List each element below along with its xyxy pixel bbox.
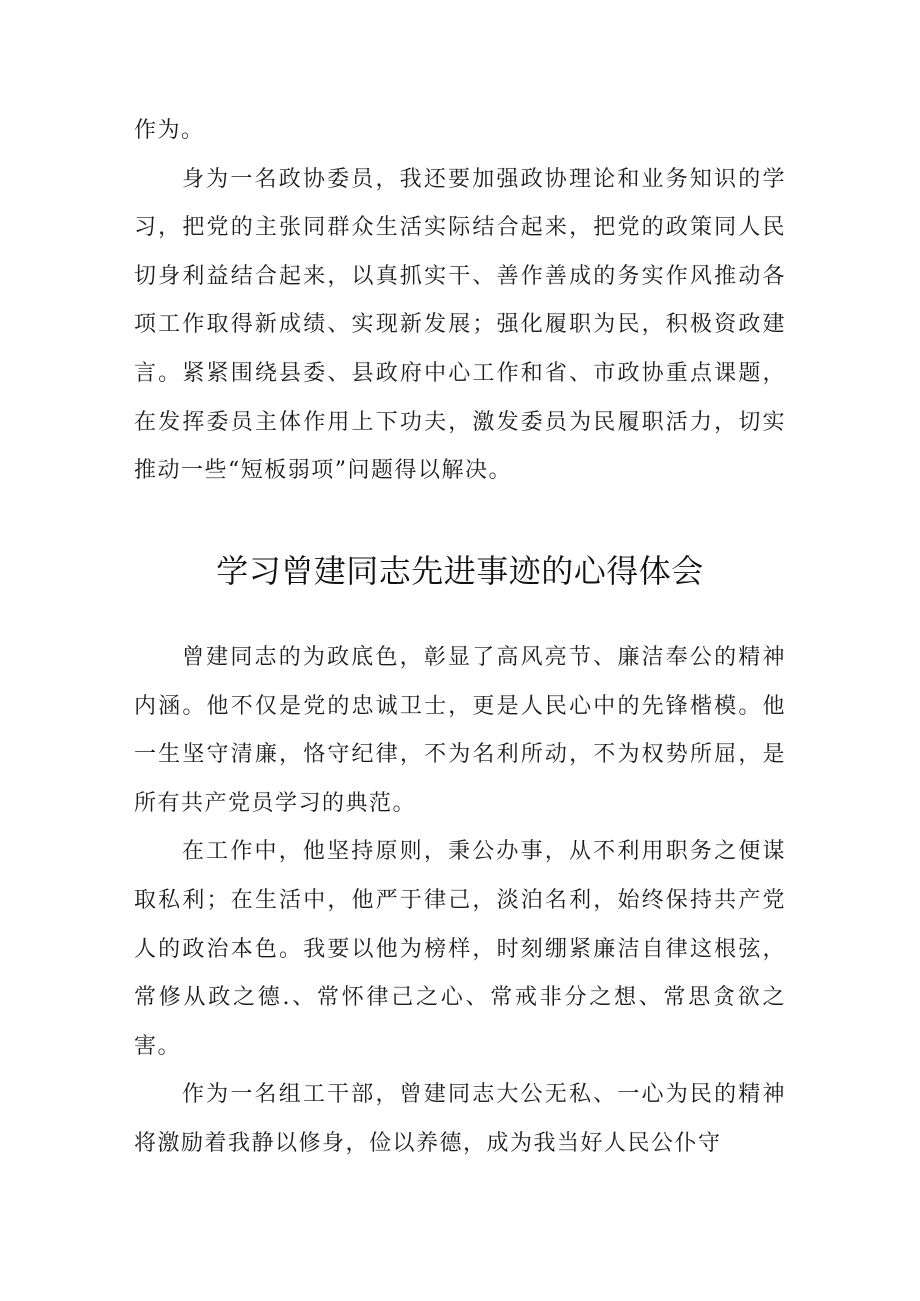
paragraph: 在工作中，他坚持原则，秉公办事，从不利用职务之便谋取私利；在生活中，他严于律己，淡泊名利，始终保持共产党人的政治本色。我要以他为榜样，时刻绷紧廉洁自律这根弦，常修从政之德.、常怀律己之心、常戒非分之想、常思贪欲之害。: [134, 839, 786, 1059]
paragraph: 身为一名政协委员，我还要加强政协理论和业务知识的学习，把党的主张同群众生活实际结合起来，把党的政策同人民切身利益结合起来，以真抓实干、善作善成的务实作风推动各项工作取得新成绩、实现新发展；强化履职为民，积极资政建言。紧紧围绕县委、县政府中心工作和省、市政协重点课题，在发挥委员主体作用上下功夫，激发委员为民履职活力，切实推动一些“短板弱项”问题得以解决。: [134, 166, 786, 484]
paragraph: 曾建同志的为政底色，彰显了高风亮节、廉洁奉公的精神内涵。他不仅是党的忠诚卫士，更是人民心中的先锋楷模。他一生坚守清廉，恪守纪律，不为名利所动，不为权势所屈，是所有共产党员学习的典范。: [134, 645, 786, 816]
paragraph: 作为一名组工干部，曾建同志大公无私、一心为民的精神将激励着我静以修身，俭以养德，成为我当好人民公仆守: [134, 1082, 786, 1156]
article-body: [134, 634, 786, 1169]
previous-section-text: [134, 107, 786, 496]
paragraph-continuation: 作为。: [134, 118, 205, 143]
article-title: 学习曾建同志先进事迹的心得体会: [216, 552, 704, 590]
